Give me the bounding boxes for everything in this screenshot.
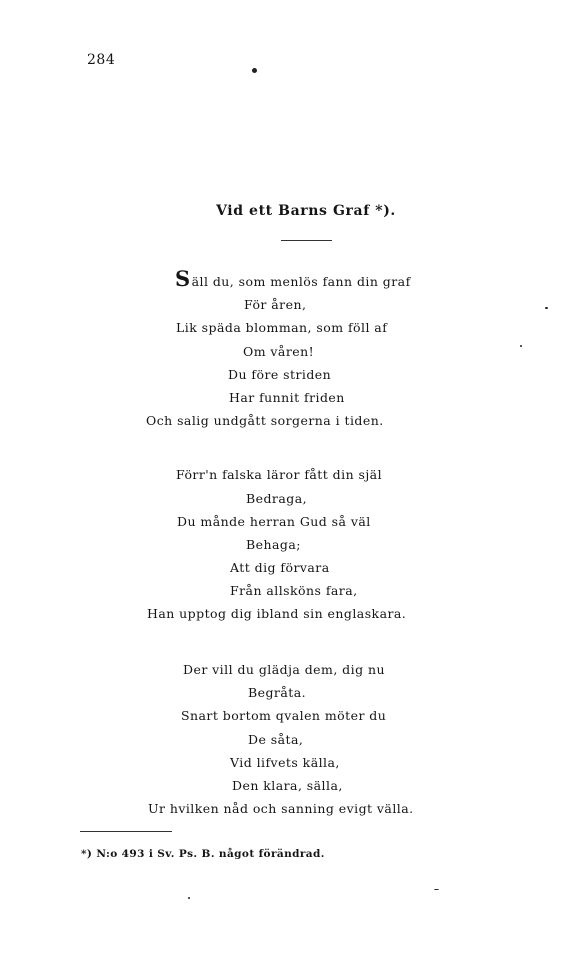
poem-title: Vid ett Barns Graf *). xyxy=(216,203,396,219)
poem-line: Om våren! xyxy=(243,344,315,359)
poem-line: Lik späda blomman, som föll af xyxy=(176,320,388,335)
ink-speck xyxy=(188,897,190,899)
poem-line: Förr'n falska läror fått din själ xyxy=(176,467,383,482)
poem-line: Begråta. xyxy=(248,685,307,700)
poem-line: Och salig undgått sorgerna i tiden. xyxy=(146,413,384,428)
drop-cap: S xyxy=(175,266,191,291)
poem-line: De såta, xyxy=(248,732,304,747)
ink-speck xyxy=(434,889,439,890)
ink-speck xyxy=(520,345,522,347)
poem-line: Bedraga, xyxy=(246,491,308,506)
poem-line: Der vill du glädja dem, dig nu xyxy=(183,662,385,677)
poem-line: Vid lifvets källa, xyxy=(230,755,340,770)
poem-line: Att dig förvara xyxy=(230,560,330,575)
ink-speck xyxy=(252,68,257,73)
footnote-rule xyxy=(80,831,172,832)
title-rule xyxy=(281,240,332,241)
page-number: 284 xyxy=(87,52,116,68)
ink-speck xyxy=(545,307,548,309)
poem-line: Snart bortom qvalen möter du xyxy=(181,708,387,723)
poem-line: Behaga; xyxy=(246,537,301,552)
poem-line: Du före striden xyxy=(228,367,332,382)
footnote: *) N:o 493 i Sv. Ps. B. något förändrad. xyxy=(81,848,325,860)
poem-line-text: äll du, som menlös fann din graf xyxy=(191,274,411,289)
poem-line: För åren, xyxy=(244,297,307,312)
poem-line: Han upptog dig ibland sin englaskara. xyxy=(147,606,407,621)
poem-line: Ur hvilken nåd och sanning evigt välla. xyxy=(148,801,414,816)
poem-line: Den klara, sälla, xyxy=(232,778,343,793)
poem-line: Har funnit friden xyxy=(229,390,345,405)
poem-line: Från allsköns fara, xyxy=(230,583,358,598)
poem-line: Du månde herran Gud så väl xyxy=(177,514,371,529)
poem-line xyxy=(175,266,411,291)
